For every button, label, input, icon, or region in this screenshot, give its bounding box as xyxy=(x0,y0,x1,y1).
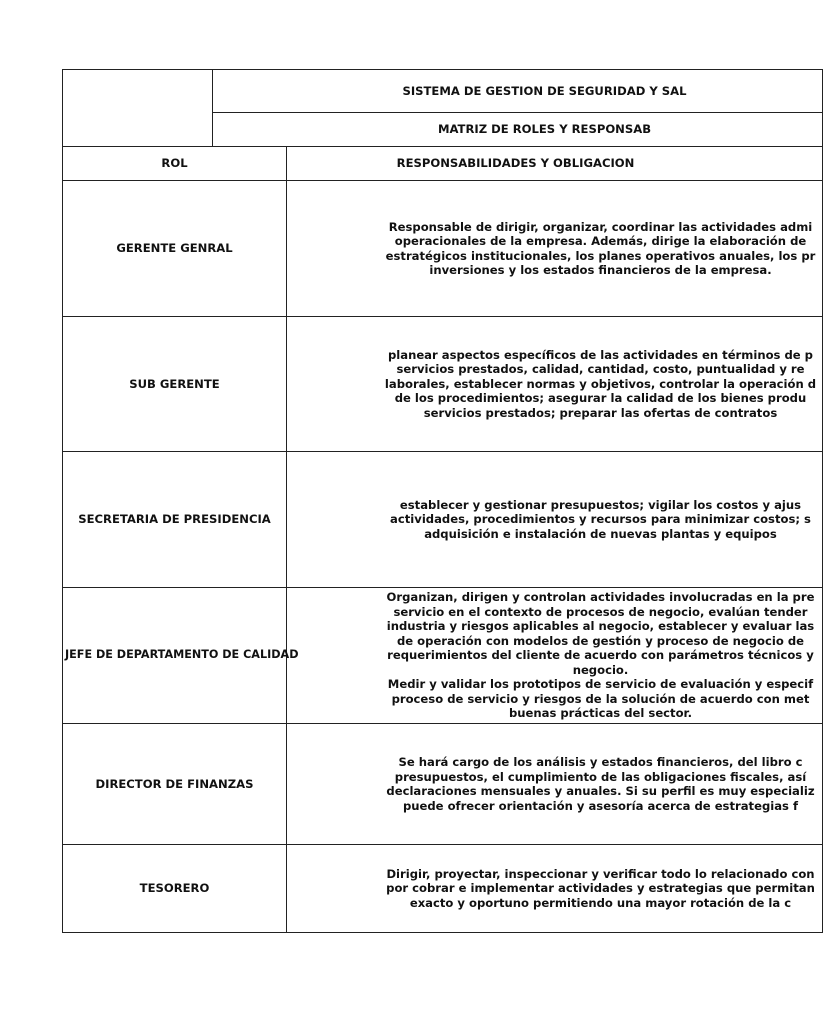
column-header-responsabilidades: RESPONSABILIDADES Y OBLIGACION xyxy=(287,147,823,181)
row-responsabilidades xyxy=(287,588,823,724)
row-rol: GERENTE GENRAL xyxy=(63,181,287,317)
row-rol: TESORERO xyxy=(63,845,287,933)
row-rol: SECRETARIA DE PRESIDENCIA xyxy=(63,452,287,588)
table-row xyxy=(63,452,823,588)
row-responsabilidades-text: planear aspectos específicos de las actividades en términos de p servicios prestados, calidad, cantidad, costo, puntualidad y re laborales, establecer normas y objetivos, controlar la operación d de los procedimientos; asegurar la calidad de los bienes produ servicios prestados; preparar las ofertas de contratos xyxy=(384,347,817,420)
table-row xyxy=(63,588,823,724)
row-responsabilidades xyxy=(287,724,823,845)
row-responsabilidades xyxy=(287,845,823,933)
row-responsabilidades-text: Dirigir, proyectar, inspeccionar y verificar todo lo relacionado con por cobrar e implementar actividades y estrategias que permitan exacto y oportuno permitiendo una mayor rotación de la c xyxy=(386,866,815,910)
row-rol: JEFE DE DEPARTAMENTO DE CALIDAD xyxy=(63,588,287,724)
row-responsabilidades xyxy=(287,452,823,588)
row-responsabilidades xyxy=(287,181,823,317)
table-row xyxy=(63,317,823,452)
row-responsabilidades-text: Responsable de dirigir, organizar, coordinar las actividades admi operacionales de la empresa. Además, dirige la elaboración de estratégicos institucionales, los planes operativos anuales, los pr inversiones y los estados financieros de la empresa. xyxy=(385,219,816,277)
table-row xyxy=(63,724,823,845)
system-title: SISTEMA DE GESTION DE SEGURIDAD Y SAL xyxy=(213,70,823,113)
table-row xyxy=(63,845,823,933)
roles-matrix-sheet xyxy=(62,69,817,933)
table-row xyxy=(63,181,823,317)
matrix-title: MATRIZ DE ROLES Y RESPONSAB xyxy=(213,113,823,147)
row-responsabilidades-text: establecer y gestionar presupuestos; vigilar los costos y ajus actividades, procedimientos y recursos para minimizar costos; s adquisición e instalación de nuevas plantas y equipos xyxy=(390,497,811,541)
row-responsabilidades-text: Se hará cargo de los análisis y estados financieros, del libro c presupuestos, el cumplimiento de las obligaciones fiscales, así declaraciones mensuales y anuales. Si su perfil es muy especializ puede ofrecer orientación y asesoría acerca de estrategias f xyxy=(386,755,815,813)
row-responsabilidades xyxy=(287,317,823,452)
logo-cell xyxy=(63,70,213,147)
row-rol: SUB GERENTE xyxy=(63,317,287,452)
column-header-rol: ROL xyxy=(63,147,287,181)
row-responsabilidades-text: Organizan, dirigen y controlan actividades involucradas en la pre servicio en el contexto de procesos de negocio, evalúan tender industria y riesgos aplicables al negocio, establecer y evaluar las de operación con modelos de gestión y proceso de negocio de requerimientos del cliente de acuerdo con parámetros técnicos y negocio. Medir y validar los prototipos de servicio de evaluación y especif proceso de servicio y riesgos de la solución de acuerdo con met buenas prácticas del sector. xyxy=(386,590,815,721)
roles-matrix-table xyxy=(62,69,823,933)
row-rol: DIRECTOR DE FINANZAS xyxy=(63,724,287,845)
